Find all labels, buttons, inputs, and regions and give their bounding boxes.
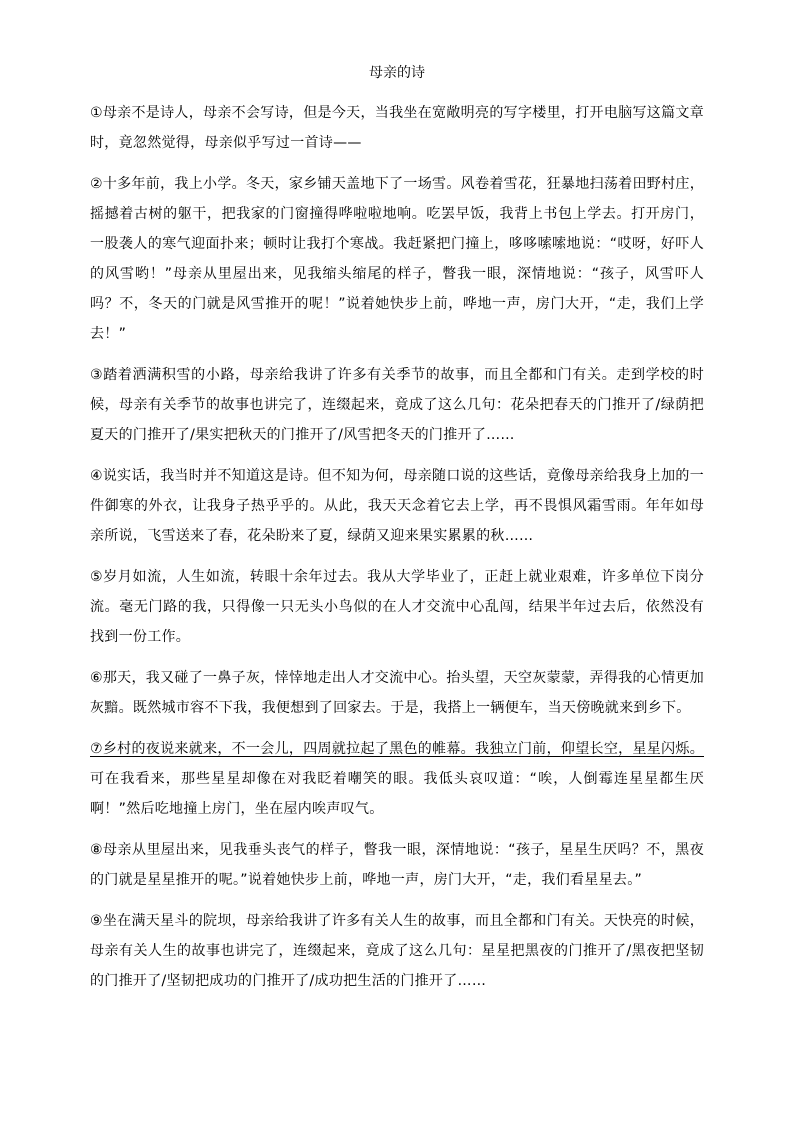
paragraph-4: ④说实话，我当时并不知道这是诗。但不知为何，母亲随口说的这些话，竟像母亲给我身上加的一件御寒的外衣，让我身子热乎乎的。从此，我天天念着它去上学，再不畏惧风霜雪雨。年年如母亲所说，飞雪送来了春，花朵盼来了夏，绿荫又迎来果实累累的秋…… [90,468,704,544]
paragraph-9: ⑨坐在满天星斗的院坝，母亲给我讲了许多有关人生的故事，而且全都和门有关。天快亮的时候，母亲有关人生的故事也讲完了，连缀起来，竟成了这么几句：星星把黑夜的门推开了/黑夜把坚韧的门推开了/坚韧把成功的门推开了/成功把生活的门推开了…… [90,913,704,989]
paragraph-6: ⑥那天，我又碰了一鼻子灰，悻悻地走出人才交流中心。抬头望，天空灰蒙蒙，弄得我的心情更加灰黯。既然城市容不下我，我便想到了回家去。于是，我搭上一辆便车，当天傍晚就来到乡下。 [90,670,704,716]
underlined-sentence: ⑦乡村的夜说来就来，不一会儿，四周就拉起了黑色的帷幕。我独立门前，仰望长空，星星闪烁。 [90,741,704,757]
paragraph-8: ⑧母亲从里屋出来，见我垂头丧气的样子，瞥我一眼，深情地说：“孩子，星星生厌吗？不，黑夜的门就是星星推开的呢。”说着她快步上前，哗地一声，房门大开，“走，我们看星星去。” [90,842,704,888]
paragraph-1: ①母亲不是诗人，母亲不会写诗，但是今天，当我坐在宽敞明亮的写字楼里，打开电脑写这篇文章时，竟忽然觉得，母亲似乎写过一首诗—— [90,105,704,151]
paragraph-5: ⑤岁月如流，人生如流，转眼十余年过去。我从大学毕业了，正赶上就业艰难，许多单位下岗分流。毫无门路的我，只得像一只无头小鸟似的在人才交流中心乱闯，结果半年过去后，依然没有找到一份工作。 [90,569,704,645]
paragraph-2: ②十多年前，我上小学。冬天，家乡铺天盖地下了一场雪。风卷着雪花，狂暴地扫荡着田野村庄，摇撼着古树的躯干，把我家的门窗撞得哗啦啦地响。吃罢早饭，我背上书包上学去。打开房门，一股袭人的寒气迎面扑来；顿时让我打个寒战。我赶紧把门撞上，哆哆嗦嗦地说：“哎呀，好吓人的风雪哟！”母亲从里屋出来，见我缩头缩尾的样子，瞥我一眼，深情地说：“孩子，风雪吓人吗？不，冬天的门就是风雪推开的呢！”说着她快步上前，哗地一声，房门大开，“走，我们上学去！” [90,176,704,342]
document-title: 母亲的诗 [369,65,425,81]
paragraph-7-rest: 可在我看来，那些星星却像在对我眨着嘲笑的眼。我低头哀叹道：“唉，人倒霉连星星都生厌啊！”然后吃地撞上房门，坐在屋内唉声叹气。 [90,771,704,817]
paragraph-3: ③踏着洒满积雪的小路，母亲给我讲了许多有关季节的故事，而且全都和门有关。走到学校的时候，母亲有关季节的故事也讲完了，连缀起来，竟成了这么几句：花朵把春天的门推开了/绿荫把夏天的门推开了/果实把秋天的门推开了/风雪把冬天的门推开了…… [90,367,704,443]
paragraph-7 [90,734,704,824]
